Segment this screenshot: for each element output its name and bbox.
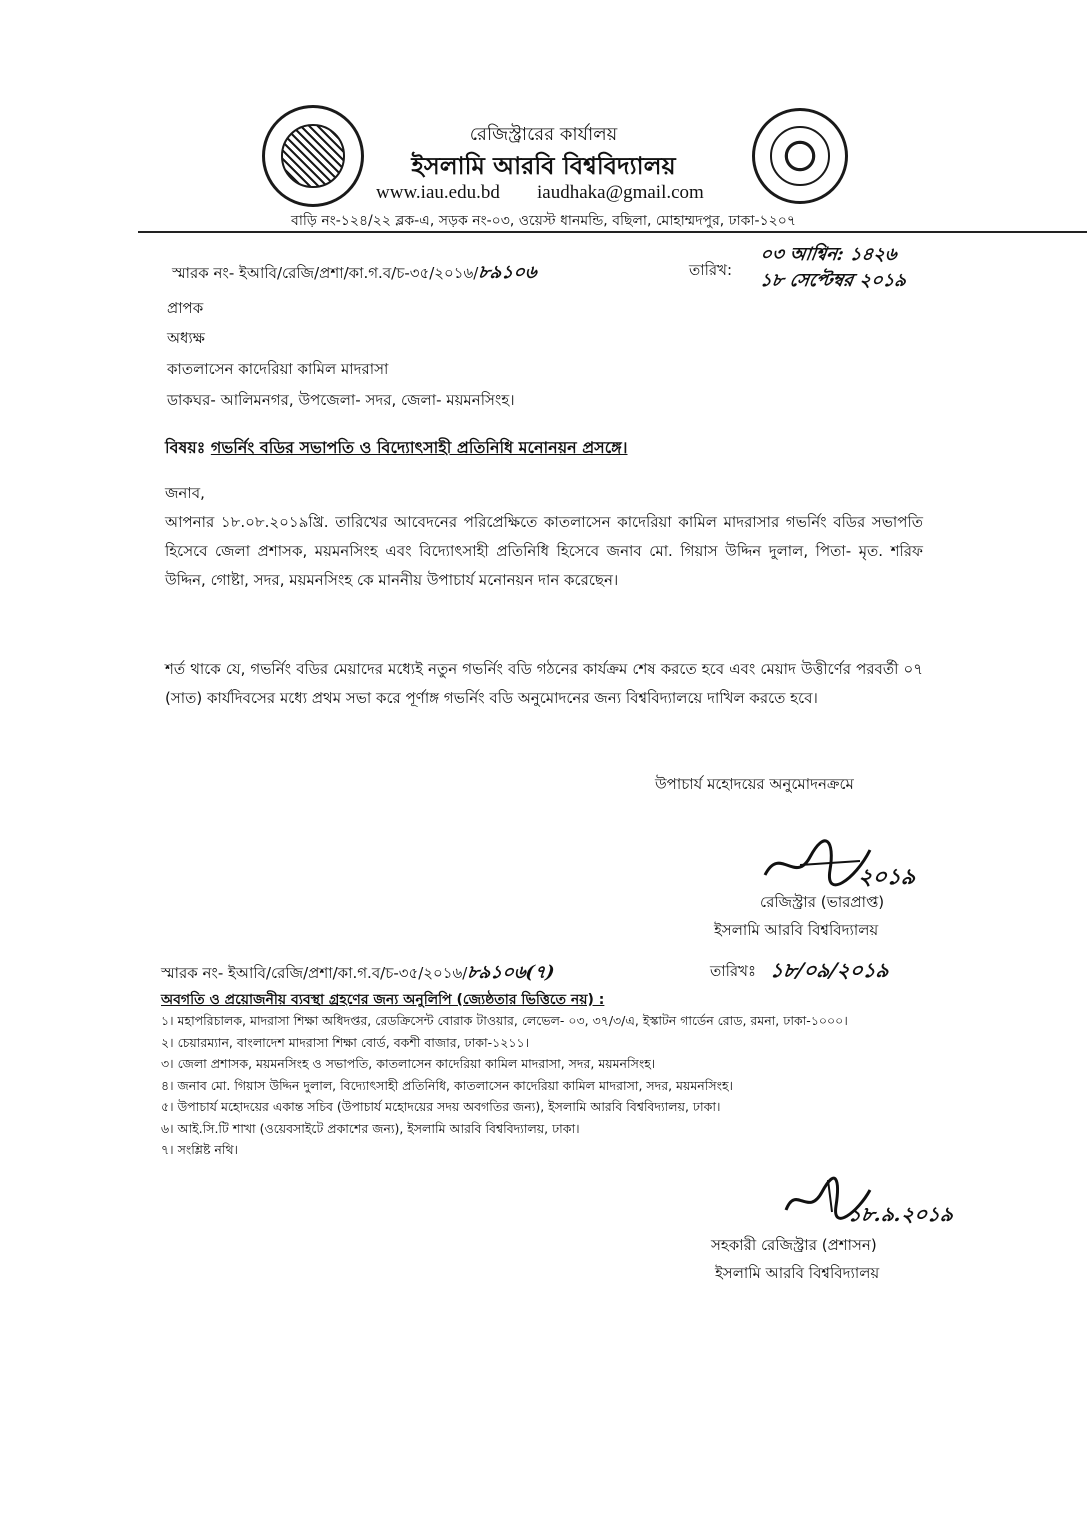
date-label: তারিখ:	[689, 261, 733, 279]
office-name: রেজিস্ট্রারের কার্যালয়	[469, 124, 618, 145]
memo-handwritten: ৮৯১০৬	[476, 262, 539, 283]
subject-line	[165, 435, 628, 462]
assistant-registrar-designation: সহকারী রেজিস্ট্রার (প্রশাসন)	[711, 1236, 877, 1254]
copy-list	[161, 1010, 961, 1161]
email-link[interactable]: iaudhaka@gmail.com	[537, 182, 704, 203]
assistant-registrar-signature-date: ১৮.৯.২০১৯	[846, 1202, 955, 1226]
copy-list-item: ৩। জেলা প্রশাসক, ময়মনসিংহ ও সভাপতি, কাতলাসেন কাদেরিয়া কামিল মাদরাসা, সদর, ময়মনসিংহ।	[161, 1056, 656, 1071]
registrar-signature-date: ২০১৯	[856, 864, 918, 890]
recipient-institution: কাতলাসেন কাদেরিয়া কামিল মাদরাসা	[167, 360, 389, 378]
body-paragraph-2: শর্ত থাকে যে, গভর্নিং বডির মেয়াদের মধ্যেই নতুন গভর্নিং বডি গঠনের কার্যক্রম শেষ করতে হবে এবং মেয়াদ উত্তীর্ণের পরবর্তী ০৭ (সাত) কার্যদিবসের মধ্যে প্রথম সভা করে পূর্ণাঙ্গ গভর্নিং বডি অনুমোদনের জন্য বিশ্ববিদ্যালয়ে দাখিল করতে হবে।	[165, 660, 923, 707]
date-greg-handwritten: ১৮ সেপ্টেম্বর ২০১৯	[758, 270, 908, 291]
letterhead-divider	[138, 231, 1087, 233]
body-paragraph-1: আপনার ১৮.০৮.২০১৯খ্রি. তারিখের আবেদনের পরিপ্রেক্ষিতে কাতলাসেন কাদেরিয়া কামিল মাদরাসার গভর্নিং বডির সভাপতি হিসেবে জেলা প্রশাসক, ময়মনসিংহ এবং বিদ্যোৎসাহী প্রতিনিধি হিসেবে জনাব মো. গিয়াস উদ্দিন দুলাল, পিতা- মৃত. শরিফ উদ্দিন, গোষ্টা, সদর, ময়মনসিংহ কে মাননীয় উপাচার্য মনোনয়ন দান করেছেন।	[165, 513, 923, 589]
recipient-address: ডাকঘর- আলিমনগর, উপজেলা- সদর, জেলা- ময়মনসিংহ।	[167, 391, 515, 409]
copy-list-item: ৬। আই.সি.টি শাখা (ওয়েবসাইটে প্রকাশের জন্য), ইসলামি আরবি বিশ্ববিদ্যালয়, ঢাকা।	[161, 1120, 580, 1136]
copy-memo-number	[161, 958, 555, 989]
copy-memo-label: স্মারক নং- ইআবি/রেজি/প্রশা/কা.গ.ব/চ-৩৫/২০১৬/	[161, 964, 468, 982]
letterhead-address: বাড়ি নং-১২৪/২২ ব্লক-এ, সড়ক নং-০৩, ওয়েস্ট ধানমন্ডি, বছিলা, মোহাম্মদপুর, ঢাকা-১২০৭	[291, 213, 796, 229]
approval-note: উপাচার্য মহোদয়ের অনুমোদনক্রমে	[655, 775, 854, 793]
copy-list-item: ১। মহাপরিচালক, মাদরাসা শিক্ষা অধিদপ্তর, রেডক্রিসেন্ট বোরাক টাওয়ার, লেভেল- ০৩, ৩৭/৩/এ, ইস্কাটন গার্ডেন রোড, রমনা, ঢাকা-১০০০।	[161, 1013, 848, 1028]
assistant-registrar-organization: ইসলামি আরবি বিশ্ববিদ্যালয়	[715, 1264, 880, 1282]
recipient-title: অধ্যক্ষ	[167, 329, 205, 347]
copy-list-item: ২। চেয়ারম্যান, বাংলাদেশ মাদরাসা শিক্ষা বোর্ড, বকশী বাজার, ঢাকা-১২১১।	[161, 1034, 530, 1050]
registrar-designation: রেজিস্ট্রার (ভারপ্রাপ্ত)	[760, 893, 885, 911]
date-hijri-handwritten: ০৩ আশ্বিন: ১৪২৬	[758, 244, 899, 265]
subject-text: গভর্নিং বডির সভাপতি ও বিদ্যোৎসাহী প্রতিনিধি মনোনয়ন প্রসঙ্গে।	[210, 438, 628, 457]
recipient-label: প্রাপক	[167, 299, 204, 317]
website-link[interactable]: www.iau.edu.bd	[376, 182, 500, 203]
registrar-organization: ইসলামি আরবি বিশ্ববিদ্যালয়	[714, 921, 879, 939]
copy-list-item: ৭। সংশ্লিষ্ট নথি।	[161, 1142, 239, 1157]
copy-date-handwritten: ১৮/০৯/২০১৯	[768, 958, 891, 982]
copy-list-title: অবগতি ও প্রয়োজনীয় ব্যবস্থা গ্রহণের জন্য অনুলিপি (জ্যেষ্ঠতার ভিত্তিতে নয়) :	[161, 992, 605, 1008]
university-name: ইসলামি আরবি বিশ্ববিদ্যালয়	[411, 152, 676, 180]
copy-memo-handwritten: ৮৯১০৬(৭)	[465, 962, 557, 983]
salutation: জনাব,	[165, 484, 205, 502]
copy-list-item: ৫। উপাচার্য মহোদয়ের একান্ত সচিব (উপাচার্য মহোদয়ের সদয় অবগতির জন্য), ইসলামি আরবি বিশ্ববিদ্যালয়, ঢাকা।	[161, 1099, 721, 1114]
subject-label: বিষয়ঃ	[165, 438, 206, 457]
copy-date-label: তারিখঃ	[710, 962, 756, 980]
memo-number	[172, 258, 537, 289]
memo-label: স্মারক নং- ইআবি/রেজি/প্রশা/কা.গ.ব/চ-৩৫/২০১৬/	[172, 264, 479, 282]
copy-list-item: ৪। জনাব মো. গিয়াস উদ্দিন দুলাল, বিদ্যোৎসাহী প্রতিনিধি, কাতলাসেন কাদেরিয়া কামিল মাদরাসা, সদর, ময়মনসিংহ।	[161, 1077, 734, 1093]
